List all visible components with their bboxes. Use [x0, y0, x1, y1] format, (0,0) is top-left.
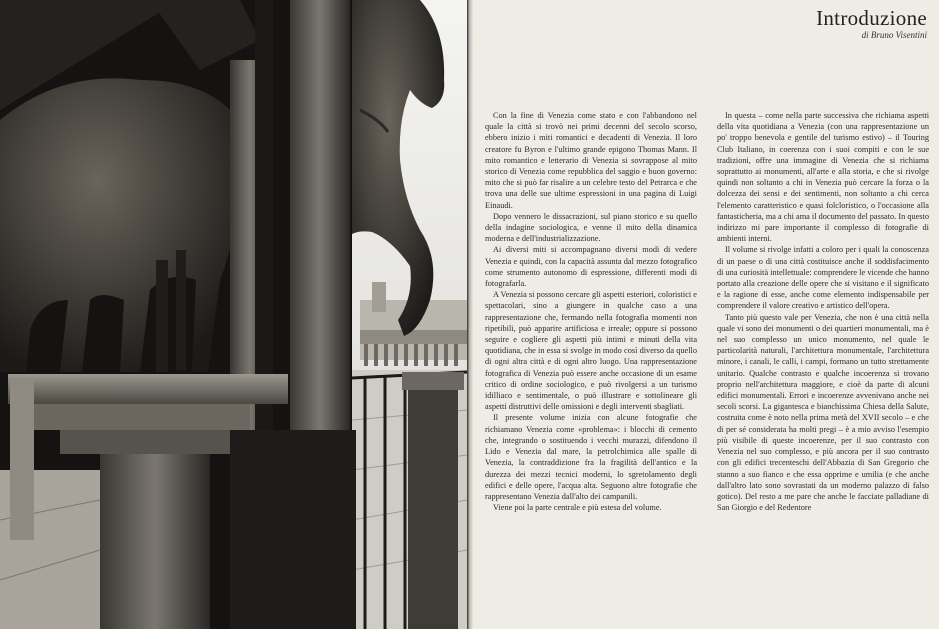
title-block — [627, 6, 927, 41]
paragraph: A Venezia si possono cercare gli aspetti esteriori, coloristici e spettacolari, sino a giungere in qualche caso a una rappresentazione che, fermando nella fotografia momenti non ripetibili, può apparire artificiosa e irreale; oppure si possono seguire e cogliere gli aspetti più intimi e minuti della vita quotidiana, che in essa si svolge in modo così diverso da quello di ogni altra città e di ogni altro luogo. Una rappresentazione fotografica di Venezia può essere anche occasione di un esame critico di ordine sociologico, e può rivolgersi a un turismo idilliaco e sentimentale, o può illustrare e sottolineare gli aspetti distruttivi delle omissioni e degli interventi sbagliati. — [485, 290, 697, 412]
paragraph: Dopo vennero le dissacrazioni, sul piano storico e su quello della indagine sociologica, e venne il mito della dinamica moderna e dell'industrializzazione. — [485, 211, 697, 244]
paragraph: Il volume si rivolge infatti a coloro per i quali la conoscenza di un paese o di una città costituisce anche il soddisfacimento di una curiosità intellettuale: comprendere le vicende che hanno portato alla creazione delle opere che si visitano e il significato e la ragione di esse, anche come elemento indispensabile per comprendere il valore creativo e artistico dell'opera. — [717, 245, 929, 311]
author-line: di Bruno Visentini — [861, 30, 927, 40]
paragraph: In questa – come nella parte successiva che richiama aspetti della vita quotidiana a Venezia (con una rappresentazione un po' troppo benevola e gentile del turismo estivo) – il Touring Club Italiano, in coerenza con i suoi compiti e con le sue tradizioni, offre una immagine di Venezia che si richiama soprattutto ai monumenti, all'arte e alla storia, e che si rivolge quindi non soltanto a chi in Venezia può cercare la forza o la dolcezza dei sensi e dei sentimenti, non soltanto a chi cerca l'elemento caratteristico e quasi folcloristico, o l'occasione alla fantasticheria, ma a chi ama il documento del passato. In questo indirizzo mi pare importante il complesso di fotografie di ambienti interni. — [717, 111, 929, 244]
text-page — [473, 0, 939, 629]
text-column-left — [485, 110, 697, 550]
bronze-horses-icon — [0, 0, 467, 629]
page-title: Introduzione — [816, 6, 927, 30]
text-columns — [485, 110, 929, 550]
paragraph: Con la fine di Venezia come stato e con l'abbandono nel quale la città si trovò nei primi decenni del secolo scorso, ebbero inizio i miti romantici e decadenti di Venezia. Il loro creatore fu Byron e l'ultimo grande epigono Thomas Mann. Il mito romantico e letterario di Venezia si sovrappose al mito storico di Venezia come repubblica del saggio e buon governo: mito che si può far risalire a un celebre testo del Petrarca e che trova una delle sue ultime espressioni in una pagina di Luigi Einaudi. — [485, 111, 697, 210]
paragraph: Ai diversi miti si accompagnano diversi modi di vedere Venezia e quindi, con la capacità assunta dal mezzo fotografico come strumento autonomo di espressione, differenti modi di fotografarla. — [485, 245, 697, 289]
paragraph: Il presente volume inizia con alcune fotografie che richiamano Venezia come «problema»: i blocchi di cemento che, integrando o sostituendo i vecchi murazzi, difendono il Lido e Venezia dal mare, la petrolchimica alle spalle di Venezia, la contraddizione fra la fragilità dell'antico e la durezza dei mezzi tecnici moderni, lo sgretolamento degli edifici e delle opere, l'acqua alta. Seguono altre fotografie che rappresentano Venezia dall'alto dei campanili. — [485, 413, 697, 501]
photo-page — [0, 0, 467, 629]
paragraph: Viene poi la parte centrale e più estesa del volume. — [493, 503, 662, 513]
paragraph: Tanto più questo vale per Venezia, che non è una città nella quale vi sono dei monumenti o dei quartieri monumentali, ma è nel suo complesso un unico monumento, nel quale le particolarità naturali, l'architettura monumentale, l'architettura minore, i canali, le calli, i campi, formano un tutto strettamente unitario. Qualche contrasto e qualche incoerenza si trovano proprio nell'architettura maggiore, e cioè da parte di alcuni edifici monumentali. Errori e incoerenze avvenivano anche nei secoli scorsi. La gigantesca e bianchissima Chiesa della Salute, costruita come è noto nella prima metà del XVII secolo – e che di per sé considerata ha molti pregi – è a mio avviso l'esempio più visibile di queste incoerenze, per il suo contrasto con Venezia nel suo complesso, e più ancora per il suo contrasto con gli edifici trecenteschi dell'Abbazia di San Gregorio che stanno a suo fianco e che essa opprime e umilia (e che anche dall'altro lato sono sovrastati da un moderno palazzo di falso gotico). Del resto a me pare che anche le facciate palladiane di San Giorgio e del Redentore — [717, 312, 929, 513]
text-column-right — [717, 110, 929, 550]
